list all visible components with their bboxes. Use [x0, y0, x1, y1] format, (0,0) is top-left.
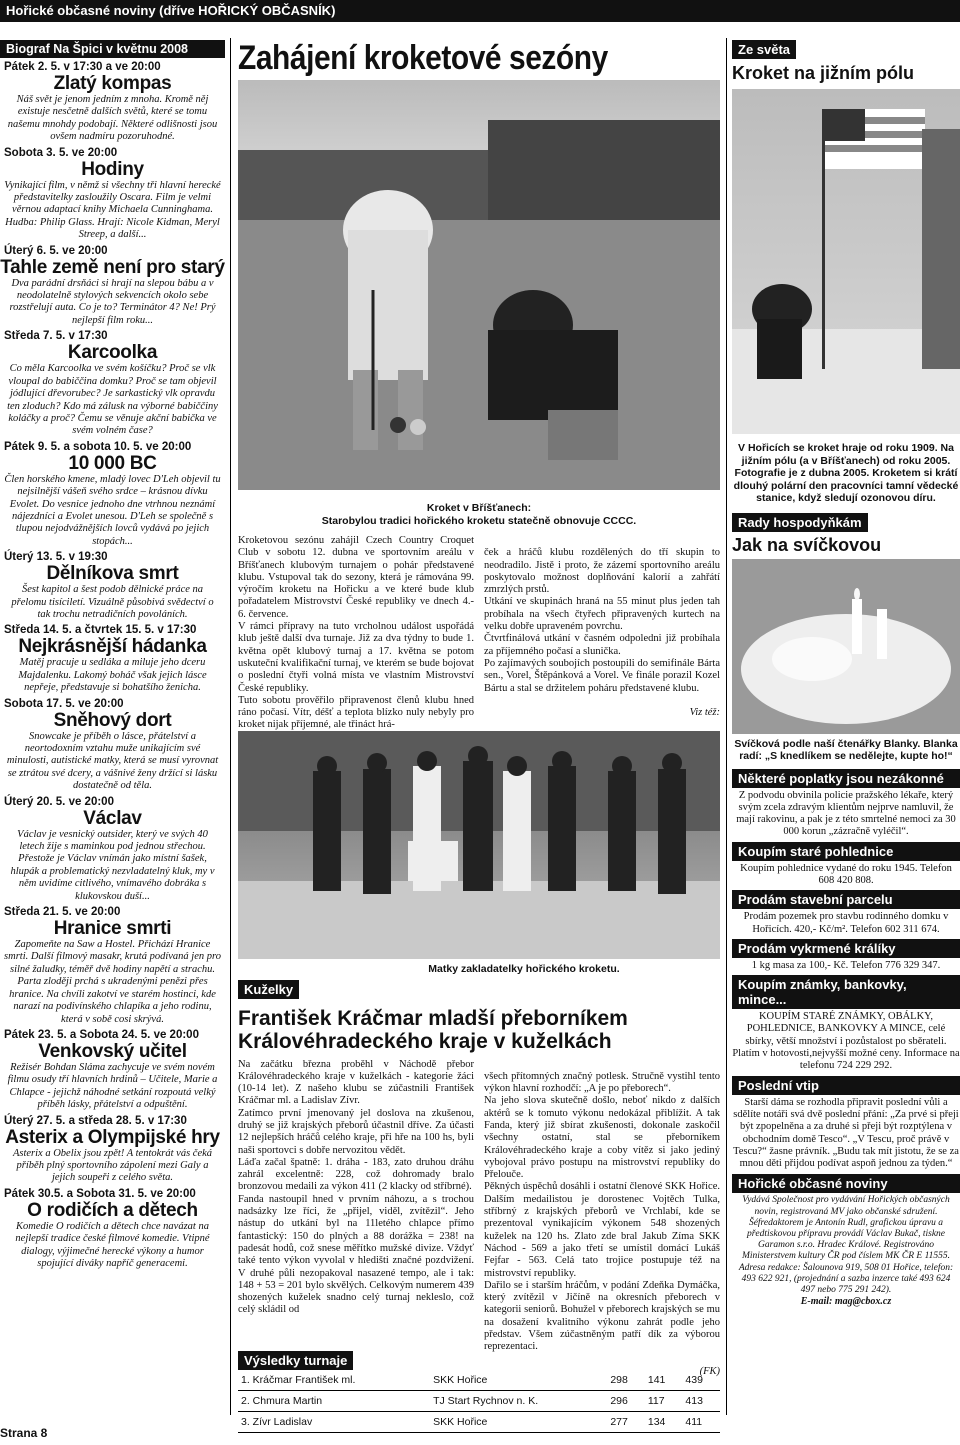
croquet-article-col2: ček a hráčů klubu rozdělených do tří skupin to neodradilo. Jistě i proto, že zázemí sportovního areálu poskytovalo možnost doplňování kalorií a zahřátí zmrzlých prstů. Utkání ve skupinách hraná na 55 minut plus jeden tah probíhala na všech čtyřech připravených kurtech na velku dobře upraveném povrchu. Čtvrtfinálová utkání v časném odpoledni již probíhala za příjemného počasí a slunička. Po zajímavých soubojích postoupili do semifinále Bárta sen., Vorel, Štěpánková a Vorel. Ve finále porazil Kozel Bártu a stal se držitelem poháru představené klubu. Viz též:: [484, 535, 720, 725]
recipe-photo: [732, 559, 960, 734]
south-pole-photo: [732, 89, 960, 434]
world-headline: Kroket na jižním pólu: [732, 63, 915, 83]
results-cell-total: 411: [682, 1412, 720, 1433]
world-tag: Ze světa: [732, 40, 796, 59]
right-column: [732, 40, 960, 1309]
event-time: Středa 21. 5. ve 20:00: [4, 906, 121, 919]
column-divider: [230, 38, 231, 1415]
bowling-headline: František Kráčmar mladší přeborníkem Královéhradeckého kraje v kuželkách: [238, 1006, 628, 1053]
column-divider: [726, 38, 727, 1415]
classified-ad: [732, 975, 960, 1072]
event-description: Režisér Bohdan Sláma zachycuje ve svém novém filmu osudy tří hlavních hrdinů – Učitele, Marie a Chlapce - jejichž náhodné setkání rozpoutá velký příběh lásky, přátelství a odpuštění.: [7, 1061, 218, 1111]
old-photo: [238, 731, 720, 959]
results-cell-a: 296: [607, 1391, 645, 1412]
croquet-article-col1: Kroketovou sezónu zahájil Czech Country Croquet Club v sobotu 12. dubna ve sportovním areálu v Bříšťanech klubovým turnajem o pohár představené klubu. Vstupoval tak do sezony, která je rámována 99. výročím kroketu na Hořicku a ve které bude klub pořadatelem Mistrovství České republiky ve dnech 4.- 6. července. V rámci přípravy na tuto vrcholnou událost uspořádá klub ještě další dva turnaje. Již za dva týdny to bude 1. května opět klubový turnaj a 17. května se potom uskuteční kvalifikační turnaj, ve kterém se bude bojovat o poslední čtyři volná místa ve vlastním Mistrovství České republiky. Tuto sobotu prověřilo připravenost členů klubu hned ráno počasí. Vítr, déšť a teplota blízko nuly nebyly pro kroket nijak příjemné, ale třináct hrá-: [238, 535, 474, 731]
results-cell-name: 3. Zívr Ladislav: [238, 1412, 430, 1433]
cinema-event: [0, 61, 225, 144]
classified-text: Starší dáma se rozhodla připravit poslední vůli a sdělíte notáři svá dvě poslední přání: „Za prvé si přeji být zpopelněna a za druhé si přeji být rozptýlena v obchodním domě Tesco“. „V Tescu, proč právě v Tescu?“ žasne právník. „Budu tak mít jistotu, že se za mnou děti přijdou podívat aspoň jednou za týden.“: [733, 1096, 959, 1170]
results-cell-name: 2. Chmura Martin: [238, 1391, 430, 1412]
results-header: Výsledky turnaje: [238, 1351, 353, 1370]
croquet-caption: Kroket v Bříšťanech: Starobylou tradici hořického kroketu statečně obnovuje CCCC.: [321, 502, 637, 527]
classified-ad: [732, 842, 960, 888]
croquet-headline: Zahájení kroketové sezóny: [238, 39, 608, 77]
event-title: Václav: [83, 807, 142, 829]
event-description: Komedie O rodičích a dětech chce navázat na nejlepší tradice české filmové komedie. Vtipné dialogy, výjimečné herecké výkony a humor spojující diváky napříč generacemi.: [15, 1220, 210, 1269]
event-description: Matěj pracuje u sedláka a miluje jeho dceru Majdalenku. Lakomý boháč však jejich lásce nepřeje, představuje si bohatšího ženicha.: [18, 657, 207, 694]
results-cell-total: 413: [682, 1391, 720, 1412]
cinema-event: [0, 551, 225, 621]
event-title: O rodičích a dětech: [27, 1199, 198, 1221]
imprint-text: Vydává Společnost pro vydávání Hořických občasných novin, registrovaná MV jako občanské sdružení. Šéfredaktorem je Antonín Rudl, grafickou úpravu a předtiskovou přípravu provádí Václav Bukač, tiskne Garamon s.r.o. Hradec Králové. Registrováno Ministerstvem kultury ČR pod číslem MK ČR E 11555. Adresa redakce: Šalounova 919, 508 01 Hořice, telefon: 493 622 921, (projednání a sazba inzerce také 493 624 497 nebo 775 291 242).: [738, 1195, 954, 1296]
cinema-event: [0, 441, 225, 548]
event-description: Dva parádní drsňáci si hrají na slepou bábu a v neodolatelně stylových sekvencích okolo sebe rozstřelují auta. Co je to? Terminátor 4? Ne! Prý nejlepší film roku...: [9, 277, 216, 326]
results-cell-club: TJ Start Rychnov n. K.: [430, 1391, 607, 1412]
bowling-author: (FK): [699, 1365, 720, 1377]
cinema-header: Biograf Na Špici v květnu 2008: [0, 40, 225, 58]
event-title: Tahle země není pro starý: [0, 256, 225, 278]
see-also-label: Viz též:: [689, 707, 720, 719]
cinema-event: [0, 796, 225, 903]
event-time: Úterý 20. 5. ve 20:00: [4, 795, 114, 808]
results-cell-b: 141: [645, 1370, 683, 1391]
results-cell-a: 277: [607, 1412, 645, 1433]
world-caption: V Hořicích se kroket hraje od roku 1909. Na jižním pólu (a v Bříšťanech) od roku 2005. Fotografie je z dubna 2005. Kroketem si krátí dlouhý polární den pracovníci tamní vědecké stanice, když sledují ozonovou díru.: [733, 442, 959, 504]
event-time: Středa 7. 5. v 17:30: [4, 330, 108, 343]
event-description: Vynikající film, v němž si všechny tři hlavní herecké představitelky zasloužily Oscara. Film je velmi věrnou adaptací knihy Michaela Cunninghama. Hudba: Philip Glass. Hrají: Nicole Kidman, Meryl Streep, a další...: [4, 179, 221, 241]
results-cell-b: 134: [645, 1412, 683, 1433]
event-title: Nejkrásnější hádanka: [18, 636, 207, 658]
classified-text: Z podvodu obvinila policie pražského lékaře, který svým zcela zdravým klientům nejprve namluvil, že mají rakovinu, a pak je z této smrtelné nemoci za 30 000 korun „zázračně vyléčil“.: [736, 789, 956, 838]
event-title: Hranice smrti: [53, 918, 172, 940]
cinema-event: [0, 245, 225, 328]
event-time: Sobota 3. 5. ve 20:00: [4, 146, 118, 159]
event-title: Zlatý kompas: [53, 73, 172, 94]
results-cell-b: 117: [645, 1391, 683, 1412]
event-time: Úterý 6. 5. ve 20:00: [4, 244, 108, 257]
classified-text: KOUPÍM STARÉ ZNÁMKY, OBÁLKY, POHLEDNICE, BANKOVKY A MINCE, celé sbírky, větší množství i pozůstalost po sběrateli. Platím v hotovosti,nejvyšší možné ceny. Informace na telefonu 724 229 292.: [732, 1011, 960, 1072]
recipe-headline: Jak na svíčkovou: [732, 534, 882, 555]
event-title: Hodiny: [81, 158, 144, 180]
cinema-event: [0, 1029, 225, 1112]
cinema-event: [0, 1115, 225, 1185]
old-photo-caption: Matky zakladatelky hořického kroketu.: [428, 963, 620, 975]
classified-header: Koupím staré pohlednice: [732, 842, 960, 861]
imprint: [732, 1174, 960, 1308]
classified-header: Některé poplatky jsou nezákonné: [732, 769, 960, 788]
cinema-programme: [0, 40, 225, 1270]
croquet-article: [238, 535, 720, 731]
event-title: Venkovský učitel: [38, 1040, 187, 1062]
event-time: Pátek 2. 5. v 17:30 a ve 20:00: [4, 61, 161, 73]
event-title: Karcoolka: [67, 342, 158, 364]
cinema-event: [0, 906, 225, 1026]
results-table: [238, 1370, 720, 1434]
page-number: Strana 8: [0, 1426, 48, 1440]
croquet-photo: [238, 80, 720, 490]
classified-text: Koupím pohlednice vydané do roku 1945. Telefon 608 420 808.: [740, 862, 952, 886]
event-description: Zapomeňte na Saw a Hostel. Přichází Hranice smrti. Další filmový masakr, krutá podívaná jen pro silné žaludky, téměř dvě hodiny napětí a strachu. Parta zloději prchá s ukradenými penězi přes hranice. Na chvíli zakotví ve starém hostinci, kde narazí na podivínského chlapíka a jeho rodinu, která v sobě cosi skrývá.: [4, 939, 221, 1025]
main-column: [238, 40, 720, 1433]
event-time: Pátek 23. 5. a Sobota 24. 5. ve 20:00: [4, 1028, 199, 1041]
event-description: Co měla Karcoolka ve svém košíčku? Proč se vlk vloupal do babiččina domku? Proč se tam objevil jódlující dřevorubec? Je sarkastický vlk opravdu ten zloduch? Kdo má zálusk na výborné babiččiny koláčky a proč? Čemu se věnuje akční babička ve svém volném čase?: [7, 363, 218, 437]
results-row: [238, 1412, 720, 1433]
bowling-article-col1: Na začátku března proběhl v Náchodě přebor Královéhradeckého kraje v kuželkách - kategorie žáci (10-14 let). Z našeho klubu se zúčastnili František Kráčmar ml. a Ladislav Zívr. Zatímco první jmenovaný jel doslova na zkušenou, druhý se již krajských přeborů účastnil dříve. Za účasti 12 nejlepších hráčů celého kraje, při hře na 100 hs, byli naši sportovci s dobře nervozitou vědět. Láďa začal špatně: 1. dráha - 183, zato druhou dráhu zahrál excelentně: 228, což dohromady bralo bronzovou medaili za výkon 411 (2 klacky od stříbrné). Fanda nastoupil hned v prvním náhozu, a s trochou nadsázky lze říci, že „přijel, viděl, zvítězil“. Jeho nástup do utkání byl na 11letého chlapce přímo fantastický: 150 do plných a 88 dorážka = 238! na padesát hodů, což snese měřítko mužské divize. Vždyť také tento výkon vyvolal v hledišti značné pozdvižení. V druhé půli nezopakoval nasazené tempo, ale i tak: 148 + 53 = 201 bylo skvělých. Celkovým numerem 439 shozených kuželek snadno celý turnaj nekleslo, což celý skládil od: [238, 1058, 474, 1316]
event-time: Úterý 27. 5. a středa 28. 5. v 17:30: [4, 1114, 187, 1127]
event-description: Náš svět je jenom jedním z mnoha. Kromě něj existuje nesčetně dalších světů, které se tomu našemu mnohdy podobají. Některé odlišnosti jsou ovšem nadmíru pozoruhodné.: [7, 94, 218, 143]
classified-header: Poslední vtip: [732, 1076, 960, 1095]
results-cell-name: 1. Kráčmar František ml.: [238, 1370, 430, 1391]
event-time: Středa 14. 5. a čtvrtek 15. 5. v 17:30: [4, 624, 197, 637]
event-title: Asterix a Olympijské hry: [5, 1126, 220, 1148]
event-title: Dělníkova smrt: [46, 563, 179, 585]
event-title: 10 000 BC: [68, 452, 157, 474]
results-cell-club: SKK Hořice: [430, 1370, 607, 1391]
event-description: Šest kapitol a šest podob dělnické práce na přelomu tisíciletí. Vizuálně působivá svědectví o tak trochu netradičních povoláních.: [11, 584, 214, 620]
classified-ad: [732, 769, 960, 839]
classified-ad: [732, 890, 960, 936]
event-description: Snowcake je příběh o lásce, přátelství a neortodoxním vztahu muže unikajícím své minulosti, autistické matky, která se musí vyrovnat se ztrátou své dcery, a vášnivé ženy držící si lásku dostatečně od těla.: [6, 730, 219, 792]
masthead: Hořické občasné noviny (dříve HOŘICKÝ OBČASNÍK): [0, 0, 960, 22]
recipe-tag: Rady hospodyňkám: [732, 513, 868, 532]
event-time: Sobota 17. 5. ve 20:00: [4, 697, 124, 710]
event-time: Pátek 30.5. a Sobota 31. 5. ve 20:00: [4, 1187, 196, 1200]
event-description: Člen horského kmene, mladý lovec D'Leh objevil tu nejsilnější vášeň svého srdce – krásnou dívku Evolet. Do vesnice jednoho dne vtrhnou neznámí nájezdníci a Evolet unesou. D'Leh se společně s tlupou nejodvážnějších lovců vydává po jejich stopách...: [4, 473, 221, 547]
event-time: Pátek 9. 5. a sobota 10. 5. ve 20:00: [4, 440, 192, 453]
cinema-event: [0, 147, 225, 242]
results-cell-total: 439: [682, 1370, 720, 1391]
cinema-event: [0, 1188, 225, 1271]
results-row: [238, 1391, 720, 1412]
bowling-article-col2: všech přítomných značný potlesk. Stručně vystihl tento výkon hlavní rozhodčí: „A je po přeborech“. Na jeho slova skutečně došlo, neboť nikdo z dalších aktérů se k tomuto výkonu nedokázal přiblížit. A tak Fanda, který již sbírat zkušenosti, dokonale zaskočil všechny ostatní, stal se přeborníkem Královéhradeckého kraje a coby vítěz si jako jediný vybojoval právo postupu na mistrovství republiky do Přelouče. Pěkných úspěchů dosáhli i ostatní členové SKK Hořice. Dalším medailistou je dorostenec Vojtěch Tulka, stříbrný z krajských přeborů ve Vrchlabí, kde se prezentoval vynikajícím výkonem 548 shozených kuželek na 120 hs. Zlato zde bral Jakub Zíma SKK Náchod - 569 a jako třetí se umístil domácí Lukáš Fejfar - 563. Celá tato trojice postupuje též na mistrovství republiky. Dařilo se i starším hráčům, v podání Zdeňka Dymáčka, který zvítězil v Jičíně na okresních přeborech v kategorii seniorů. Bohužel v přeborech krajských se mu na dosažení kvalitního výkonu zahrát podle jeho představ. Všem zúčastněným patří dík za výborou reprezentaci. (FK): [484, 1070, 720, 1377]
classified-ad: [732, 939, 960, 972]
cinema-event: [0, 624, 225, 694]
old-photo-illustration: [238, 731, 720, 959]
recipe-illustration: [732, 559, 960, 734]
event-description: Asterix a Obelix jsou zpět! A tentokrát vás čeká příběh plný sportovního zápolení mezi Galy a jejich soupeři z celého světa.: [12, 1147, 213, 1184]
classified-text: 1 kg masa za 100,- Kč. Telefon 776 329 347.: [751, 959, 941, 971]
bowling-section: [238, 980, 720, 1434]
bowling-tag: Kuželky: [238, 980, 299, 999]
imprint-email: E-mail: mag@cbox.cz: [800, 1296, 892, 1308]
event-time: Úterý 13. 5. v 19:30: [4, 551, 108, 564]
event-description: Václav je vesnický outsider, který ve svých 40 letech žije s maminkou pod jednou střechou. Přestože je Václav vnímán jako místní šašek, hlupák a problematický nezvladatelný kluk, my v něm uvidíme citlivého, vnímavého dobráka s klukovskou duší...: [10, 828, 215, 902]
classifieds: [732, 769, 960, 1171]
classified-header: Prodám stavební parcelu: [732, 890, 960, 909]
classified-text: Prodám pozemek pro stavbu rodinného domku v Hořicích. 420,- Kč/m². Telefon 602 311 674.: [743, 911, 949, 935]
event-title: Sněhový dort: [53, 709, 172, 731]
imprint-header: Hořické občasné noviny: [732, 1174, 960, 1193]
cinema-event: [0, 698, 225, 793]
croquet-photo-illustration: [238, 80, 720, 490]
results-cell-a: 298: [607, 1370, 645, 1391]
results-cell-club: SKK Hořice: [430, 1412, 607, 1433]
cinema-event: [0, 330, 225, 437]
classified-header: Koupím známky, bankovky, mince...: [732, 975, 960, 1009]
classified-header: Prodám vykrmené králíky: [732, 939, 960, 958]
classified-ad: [732, 1076, 960, 1171]
recipe-caption: Svíčková podle naší čtenářky Blanky. Blanka radí: „S knedlíkem se nedělejte, kupte ho!“: [734, 737, 958, 762]
south-pole-illustration: [732, 89, 960, 434]
